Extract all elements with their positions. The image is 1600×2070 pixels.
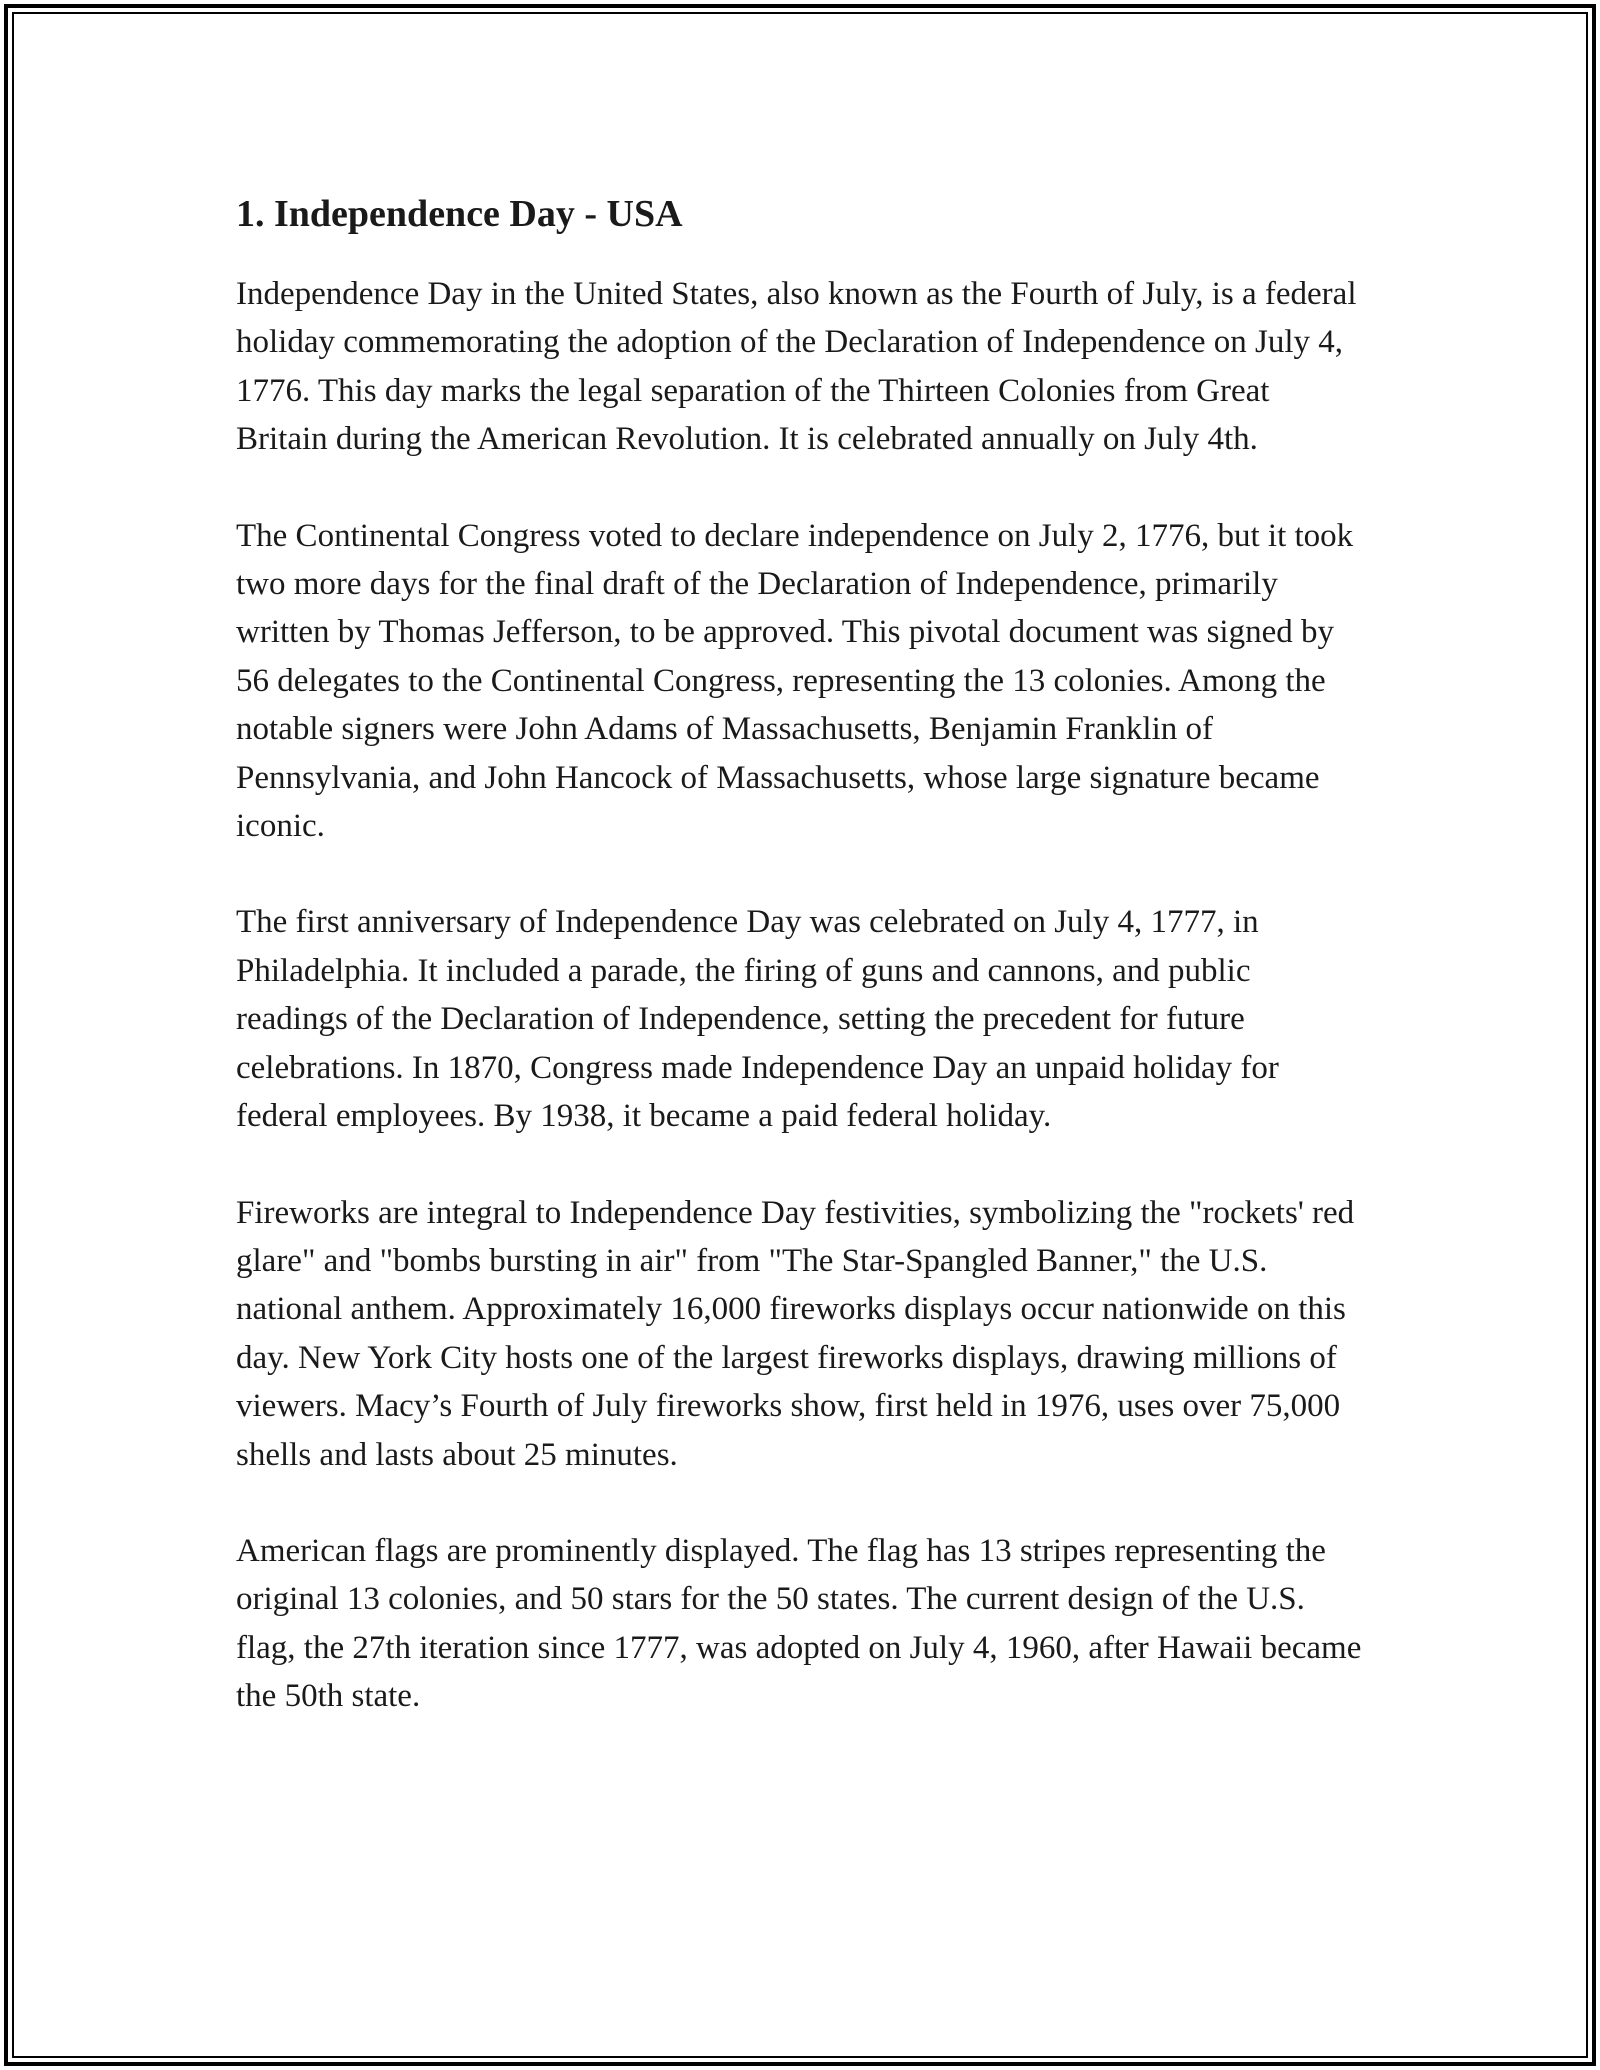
document-body <box>236 188 1366 1769</box>
paragraph-flags: American flags are prominently displayed. The flag has 13 stripes representing the original 13 colonies, and 50 stars for the 50 states. The current design of the U.S. flag, the 27th iteration since 1777, was adopted on July 4, 1960, after Hawaii became the 50th state. <box>236 1532 1362 1715</box>
paragraph-overview: Independence Day in the United States, also known as the Fourth of July, is a federal holiday commemorating the adoption of the Declaration of Independence on July 4, 1776. This day marks the legal separation of the Thirteen Colonies from Great Britain during the American Revolution. It is celebrated annually on July 4th. <box>236 276 1357 458</box>
paragraph-first-anniversary: The first anniversary of Independence Day was celebrated on July 4, 1777, in Philadelphia. It included a parade, the firing of guns and cannons, and public readings of the Declaration of Independence, setting the precedent for future celebrations. In 1870, Congress made Independence Day an unpaid holiday for federal employees. By 1938, it became a paid federal holiday. <box>236 904 1279 1135</box>
paragraph-fireworks: Fireworks are integral to Independence Day festivities, symbolizing the "rockets' red glare" and "bombs bursting in air" from "The Star-Spangled Banner," the U.S. national anthem. Approximately 16,000 fireworks displays occur nationwide on this day. New York City hosts one of the largest fireworks displays, drawing millions of viewers. Macy’s Fourth of July fireworks show, first held in 1976, uses over 75,000 shells and lasts about 25 minutes. <box>236 1194 1355 1473</box>
paragraph-declaration: The Continental Congress voted to declare independence on July 2, 1776, but it took two more days for the final draft of the Declaration of Independence, primarily written by Thomas Jefferson, to be approved. This pivotal document was signed by 56 delegates to the Continental Congress, representing the 13 colonies. Among the notable signers were John Adams of Massachusetts, Benjamin Franklin of Pennsylvania, and John Hancock of Massachusetts, whose large signature became iconic. <box>236 517 1354 845</box>
section-heading: 1. Independence Day - USA <box>236 193 683 235</box>
